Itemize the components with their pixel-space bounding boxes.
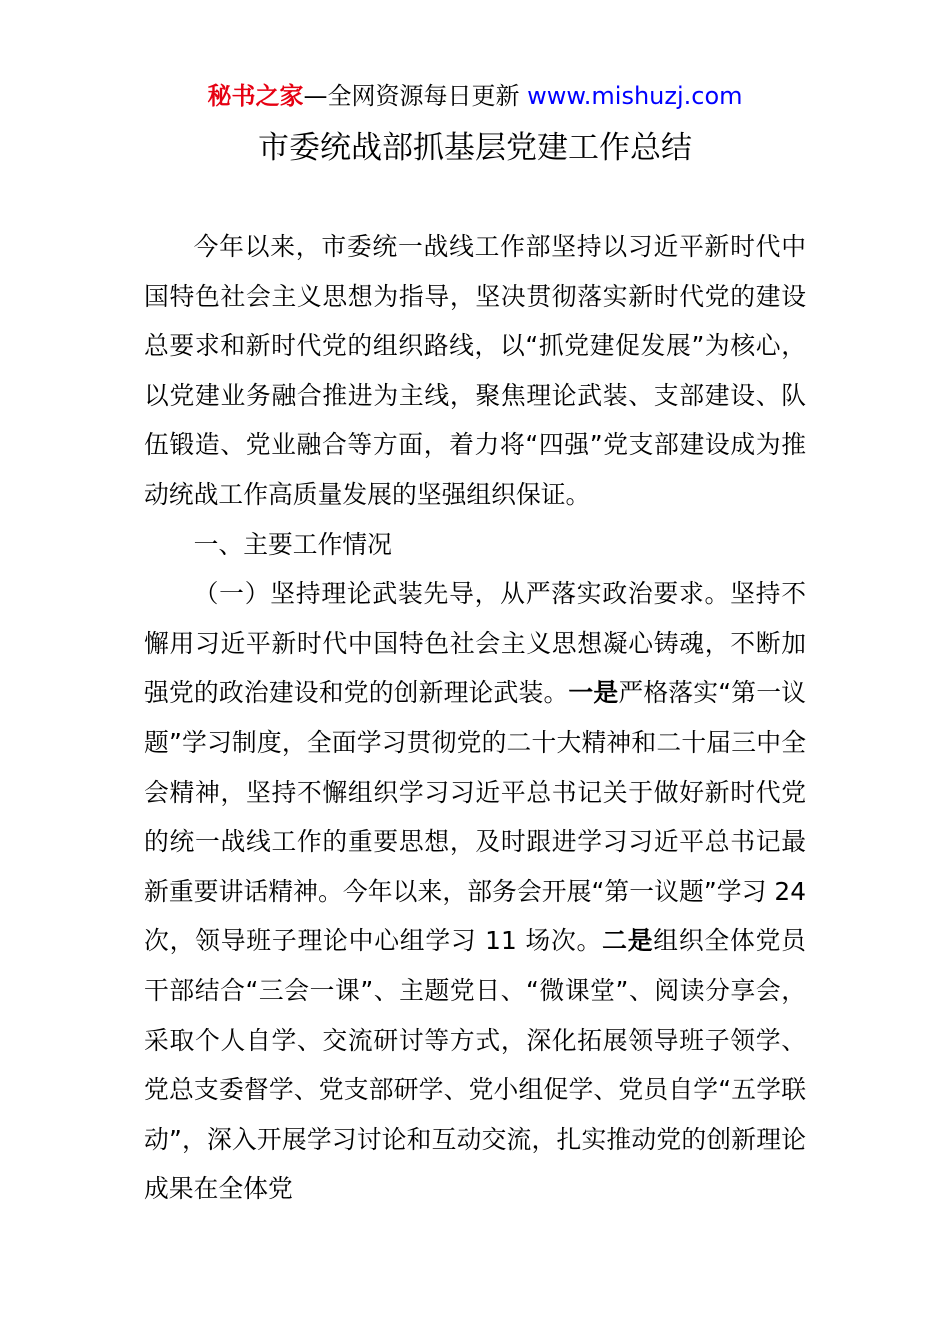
section-heading: 一、主要工作情况 xyxy=(193,529,392,559)
document-body xyxy=(144,222,806,1214)
subsection-paragraph xyxy=(144,569,806,1214)
point-1-label: 一是 xyxy=(568,678,619,708)
point-2-text: 组织全体党员干部结合“三会一课”、主题党日、“微课堂”、阅读分享会，采取个人自学、交流研讨等方式，深化拓展领导班子领学、党总支委督学、党支部研学、党小组促学、党员自学“五学联动”，深入开展学习讨论和互动交流，扎实推动党的创新理论成果在全体党 xyxy=(144,926,806,1204)
point-2-label: 二是 xyxy=(602,926,654,956)
site-brand: 秘书之家 xyxy=(207,82,304,110)
subsection-lead: （一）坚持理论武装先导，从严落实政治要求。坚持不懈用习近平新时代中国特色社会主义思想凝心铸魂，不断加强党的政治建设和党的创新理论武装。 xyxy=(144,579,806,708)
point-1-text: 严格落实“第一议题”学习制度，全面学习贯彻党的二十大精神和二十届三中全会精神，坚持不懈组织学习习近平总书记关于做好新时代党的统一战线工作的重要思想，及时跟进学习习近平总书记最新重要讲话精神。今年以来，部务会开展“第一议题”学习 24 次，领导班子理论中心组学习 11 场次。 xyxy=(144,678,806,956)
document-title: 市委统战部抓基层党建工作总结 xyxy=(258,130,692,166)
site-url-link[interactable]: www.mishuzj.com xyxy=(527,82,743,110)
site-header xyxy=(0,78,950,114)
site-tagline: —全网资源每日更新 xyxy=(303,82,520,110)
intro-paragraph: 今年以来，市委统一战线工作部坚持以习近平新时代中国特色社会主义思想为指导，坚决贯彻落实新时代党的建设总要求和新时代党的组织路线，以“抓党建促发展”为核心，以党建业务融合推进为主线，聚焦理论武装、支部建设、队伍锻造、党业融合等方面，着力将“四强”党支部建设成为推动统战工作高质量发展的坚强组织保证。 xyxy=(144,232,806,509)
